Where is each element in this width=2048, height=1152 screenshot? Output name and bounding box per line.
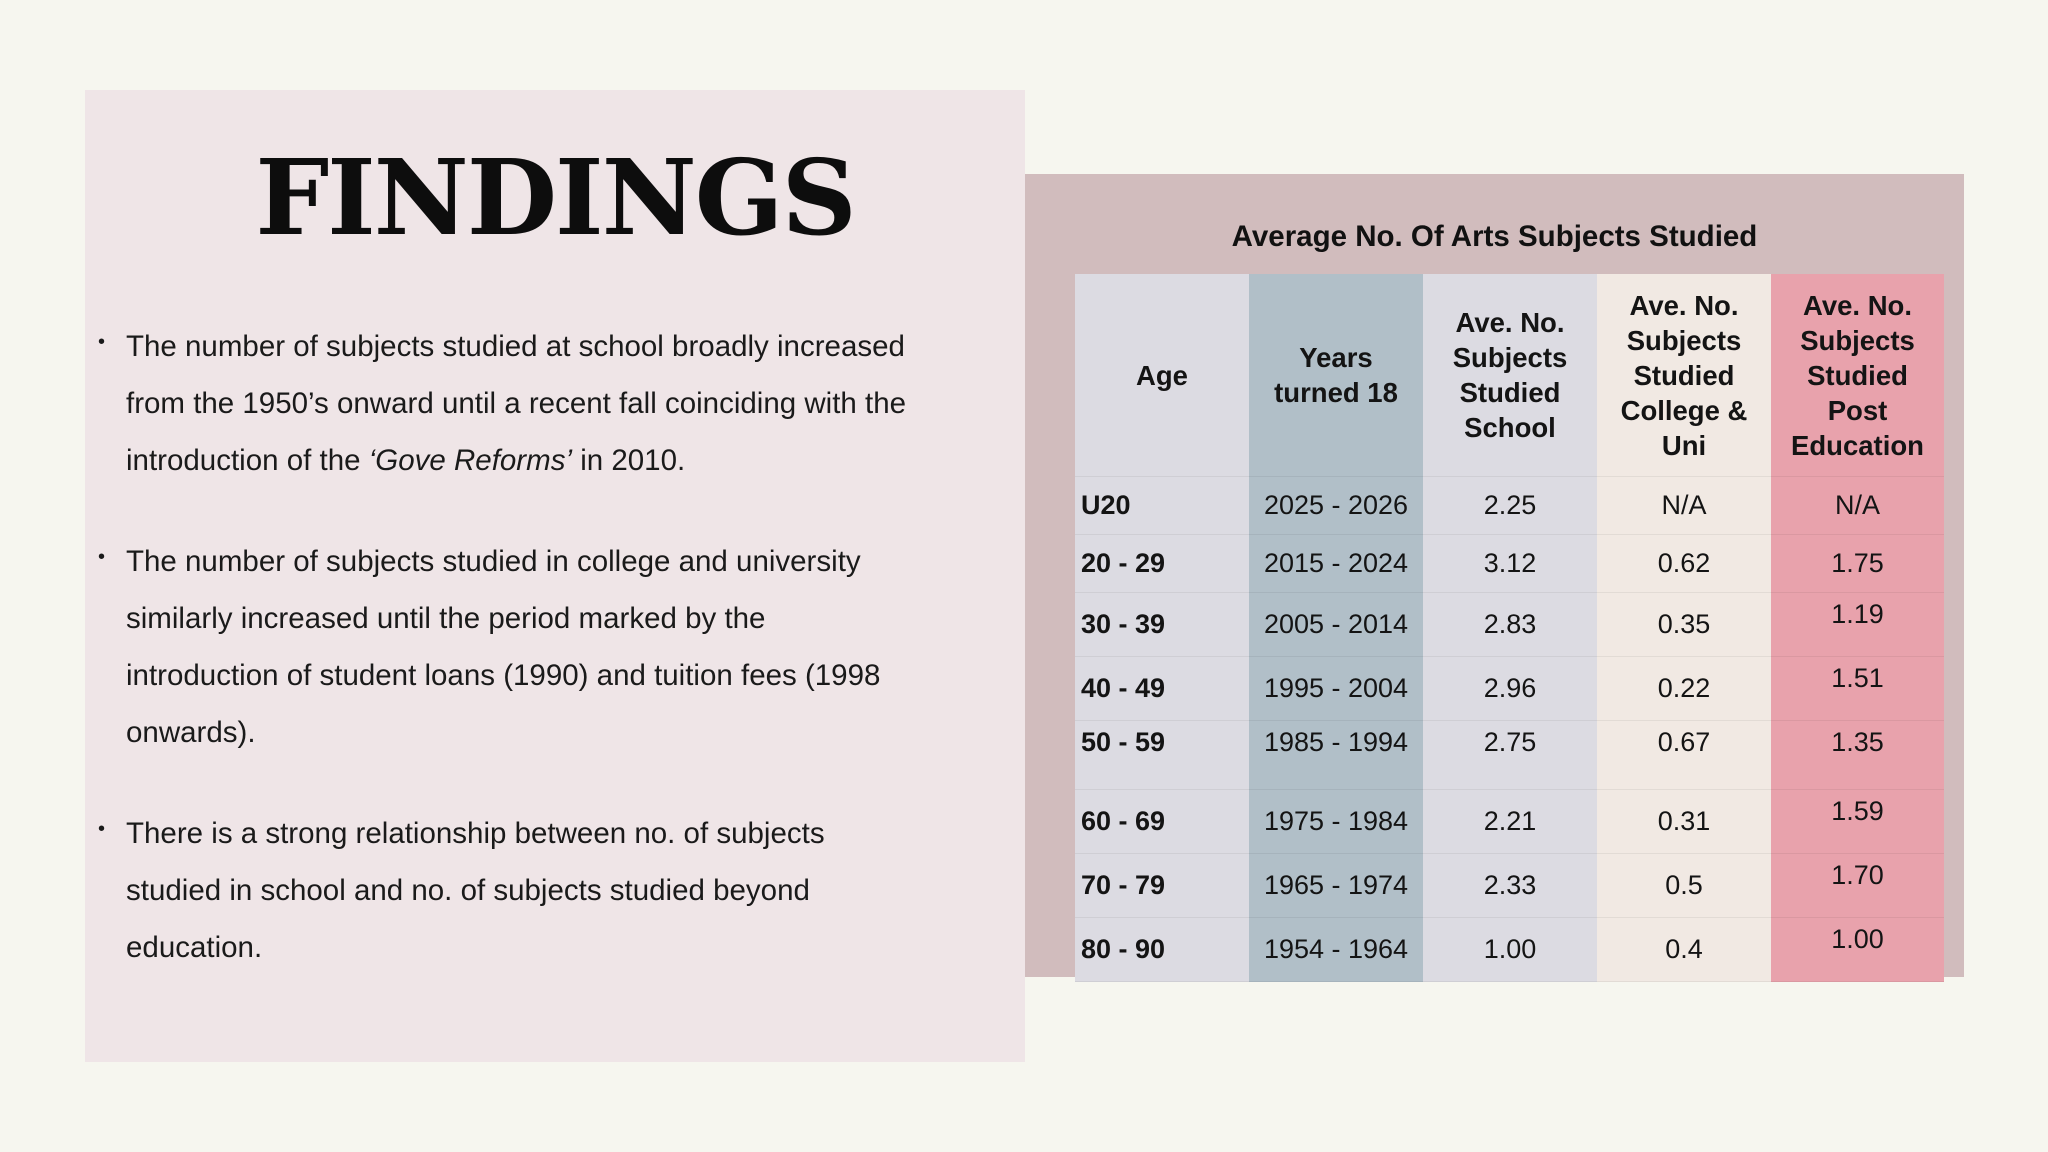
school-cell: 2.75	[1423, 721, 1597, 790]
post-education-cell: N/A	[1771, 477, 1944, 535]
table-panel	[1025, 174, 1964, 977]
age-cell: 60 - 69	[1075, 790, 1249, 854]
subjects-table	[1075, 274, 1944, 982]
header-years-turned-18: Years turned 18	[1249, 274, 1423, 477]
finding-line: The number of subjects studied in college and university	[126, 545, 861, 578]
header-subjects-school: Ave. No. Subjects Studied School	[1423, 274, 1597, 477]
college-uni-cell: 0.5	[1597, 854, 1771, 918]
table-row	[1075, 657, 1944, 721]
post-education-cell: 1.35	[1771, 721, 1944, 790]
years-cell: 1985 - 1994	[1249, 721, 1423, 790]
school-cell: 3.12	[1423, 535, 1597, 593]
post-education-cell: 1.19	[1771, 593, 1944, 657]
bullet-icon: •	[98, 331, 106, 353]
age-cell: 80 - 90	[1075, 918, 1249, 982]
finding-item-3	[98, 805, 1006, 976]
college-uni-cell: 0.35	[1597, 593, 1771, 657]
table-title: Average No. Of Arts Subjects Studied	[1231, 220, 1758, 253]
school-cell: 2.25	[1423, 477, 1597, 535]
table-row	[1075, 790, 1944, 854]
school-cell: 2.21	[1423, 790, 1597, 854]
table-row	[1075, 854, 1944, 918]
finding-text: in 2010.	[572, 444, 686, 477]
finding-line: studied in school and no. of subjects studied beyond	[126, 874, 810, 907]
years-cell: 2005 - 2014	[1249, 593, 1423, 657]
years-cell: 1975 - 1984	[1249, 790, 1423, 854]
years-cell: 2025 - 2026	[1249, 477, 1423, 535]
finding-line	[126, 432, 1006, 489]
table-row	[1075, 593, 1944, 657]
header-age: Age	[1075, 274, 1249, 477]
bullet-icon: •	[98, 818, 106, 840]
finding-item-2	[98, 533, 1006, 761]
finding-text: introduction of the	[126, 444, 369, 477]
age-cell: U20	[1075, 477, 1249, 535]
page-title: FINDINGS	[255, 136, 855, 259]
school-cell: 2.33	[1423, 854, 1597, 918]
college-uni-cell: 0.4	[1597, 918, 1771, 982]
header-subjects-post-education: Ave. No. Subjects Studied Post Education	[1771, 274, 1944, 477]
college-uni-cell: N/A	[1597, 477, 1771, 535]
post-education-cell: 1.75	[1771, 535, 1944, 593]
age-cell: 30 - 39	[1075, 593, 1249, 657]
college-uni-cell: 0.62	[1597, 535, 1771, 593]
finding-line: introduction of student loans (1990) and tuition fees (1998	[126, 659, 881, 692]
finding-line: education.	[126, 931, 263, 964]
finding-line: The number of subjects studied at school broadly increased	[126, 330, 905, 363]
table-row	[1075, 535, 1944, 593]
bullet-icon: •	[98, 546, 106, 568]
years-cell: 2015 - 2024	[1249, 535, 1423, 593]
school-cell: 2.96	[1423, 657, 1597, 721]
college-uni-cell: 0.31	[1597, 790, 1771, 854]
findings-list	[98, 318, 1006, 976]
years-cell: 1965 - 1974	[1249, 854, 1423, 918]
finding-line: from the 1950’s onward until a recent fall coinciding with the	[126, 387, 907, 420]
school-cell: 1.00	[1423, 918, 1597, 982]
school-cell: 2.83	[1423, 593, 1597, 657]
age-cell: 50 - 59	[1075, 721, 1249, 790]
college-uni-cell: 0.22	[1597, 657, 1771, 721]
finding-line: There is a strong relationship between no. of subjects	[126, 817, 825, 850]
college-uni-cell: 0.67	[1597, 721, 1771, 790]
post-education-cell: 1.59	[1771, 790, 1944, 854]
header-subjects-college-uni: Ave. No. Subjects Studied College & Uni	[1597, 274, 1771, 477]
finding-line: onwards).	[126, 716, 256, 749]
age-cell: 20 - 29	[1075, 535, 1249, 593]
post-education-cell: 1.70	[1771, 854, 1944, 918]
post-education-cell: 1.51	[1771, 657, 1944, 721]
post-education-cell: 1.00	[1771, 918, 1944, 982]
gove-reforms-text: ‘Gove Reforms’	[368, 444, 572, 477]
table-row	[1075, 721, 1944, 790]
finding-line: similarly increased until the period marked by the	[126, 602, 766, 635]
years-cell: 1954 - 1964	[1249, 918, 1423, 982]
table-row	[1075, 477, 1944, 535]
age-cell: 40 - 49	[1075, 657, 1249, 721]
finding-item-1	[98, 318, 1006, 489]
table-row	[1075, 918, 1944, 982]
years-cell: 1995 - 2004	[1249, 657, 1423, 721]
findings-panel	[85, 90, 1025, 1062]
table-header-row	[1075, 274, 1944, 477]
age-cell: 70 - 79	[1075, 854, 1249, 918]
